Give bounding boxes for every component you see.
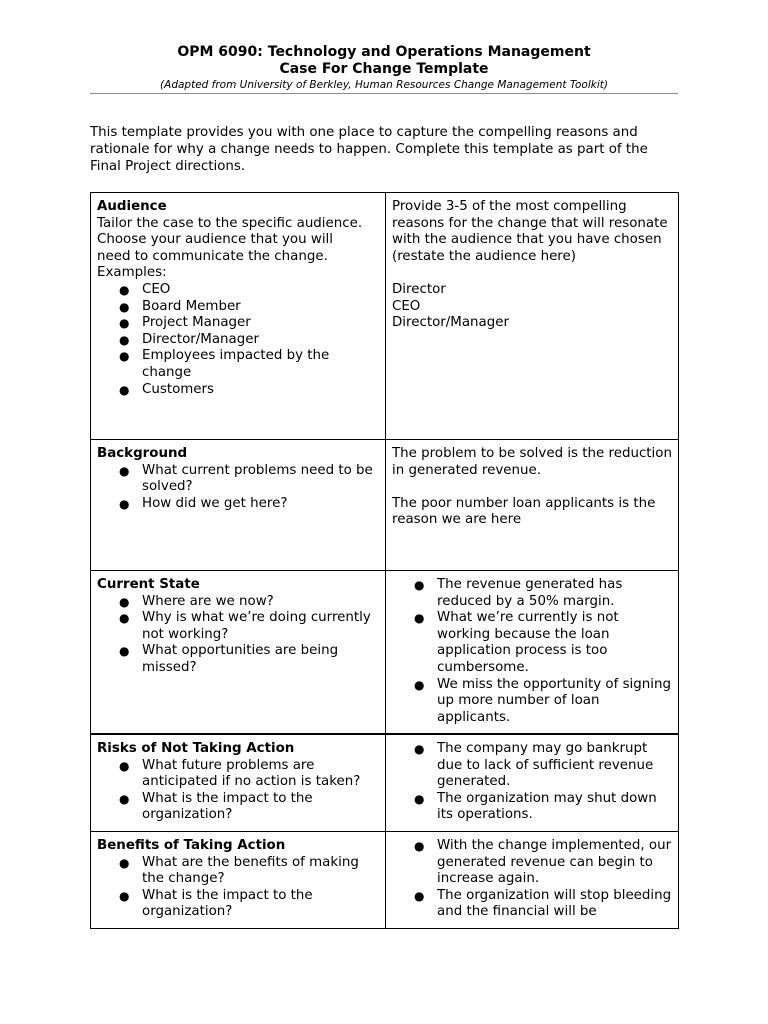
table-row-current-state xyxy=(91,571,679,735)
table-row-background xyxy=(91,440,679,571)
case-for-change-table xyxy=(90,192,679,929)
risks-prompt-cell xyxy=(91,734,386,832)
table-row-benefits xyxy=(91,832,679,929)
current-state-response-cell xyxy=(386,571,679,735)
audience-response-instruction: Provide 3-5 of the most compelling reasons for the change that will resonate with the audience that you have chosen (restate the audience here) xyxy=(392,199,668,264)
bullet-icon: ● xyxy=(414,677,425,692)
list-item-text: What current problems need to be solved? xyxy=(142,462,373,495)
header-divider xyxy=(90,93,678,94)
risks-response-cell xyxy=(386,734,679,832)
list-item-text: The organization will stop bleeding and the financial will be xyxy=(437,887,672,920)
list-item xyxy=(97,382,379,399)
list-item xyxy=(392,610,672,676)
list-item-text: The organization may shut down its operations. xyxy=(437,790,657,823)
bullet-icon: ● xyxy=(119,496,130,511)
background-response-cell xyxy=(386,440,679,571)
row-heading: Background xyxy=(97,446,188,461)
list-item-text: What is the impact to the organization? xyxy=(142,887,313,920)
audience-instruction-line: need to communicate the change. xyxy=(97,248,328,264)
bullet-icon: ● xyxy=(414,839,425,853)
list-item xyxy=(97,299,379,316)
benefits-response-cell xyxy=(386,832,679,929)
list-item-text: Why is what we’re doing currently not working? xyxy=(142,610,371,642)
benefits-answers-list xyxy=(392,838,672,921)
list-item-text: We miss the opportunity of signing up more number of loan applicants. xyxy=(437,676,671,725)
list-item-text: What are the benefits of making the change? xyxy=(142,854,359,887)
list-item xyxy=(97,315,379,332)
bullet-icon: ● xyxy=(414,578,425,592)
list-item xyxy=(392,791,672,824)
list-item xyxy=(97,791,379,824)
audience-instruction-line: Examples: xyxy=(97,265,167,281)
list-item xyxy=(97,332,379,349)
list-item xyxy=(97,594,379,611)
list-item xyxy=(97,282,379,299)
row-heading: Benefits of Taking Action xyxy=(97,838,286,853)
background-prompt-cell xyxy=(91,440,386,571)
intro-paragraph: This template provides you with one place to capture the compelling reasons and rationale for why a change needs to happen. Complete this template as part of the Final Project directions. xyxy=(90,125,648,174)
list-item xyxy=(97,610,379,643)
list-item-text: The company may go bankrupt due to lack of sufficient revenue generated. xyxy=(437,741,654,790)
bullet-icon: ● xyxy=(119,382,130,397)
benefits-prompt-cell xyxy=(91,832,386,929)
row-heading: Risks of Not Taking Action xyxy=(97,741,295,756)
audience-instruction-line: Choose your audience that you will xyxy=(97,232,333,248)
template-title: Case For Change Template xyxy=(279,61,489,77)
list-item-text: Customers xyxy=(142,381,215,397)
source-note: (Adapted from University of Berkley, Human Resources Change Management Toolkit) xyxy=(160,79,608,91)
list-item xyxy=(97,855,379,888)
audience-response-cell xyxy=(386,193,679,440)
list-item xyxy=(97,463,379,496)
list-item xyxy=(97,643,379,676)
bullet-icon: ● xyxy=(119,349,130,364)
list-item-text: With the change implemented, our generated revenue can begin to increase again. xyxy=(437,838,672,887)
bullet-icon: ● xyxy=(119,888,130,903)
document-header xyxy=(90,44,678,92)
audience-instruction-line: Tailor the case to the specific audience. xyxy=(97,215,363,231)
bullet-icon: ● xyxy=(119,855,130,870)
bullet-icon: ● xyxy=(414,791,425,806)
table-row-audience xyxy=(91,193,679,440)
course-title: OPM 6090: Technology and Operations Management xyxy=(177,44,591,60)
list-item-text: CEO xyxy=(142,281,171,297)
bullet-icon: ● xyxy=(119,611,130,626)
list-item xyxy=(97,348,379,381)
bullet-icon: ● xyxy=(119,316,130,331)
list-item xyxy=(97,496,379,513)
list-item-text: What we’re currently is not working because the loan application process is too cumbersome. xyxy=(437,610,619,675)
response-paragraph: The problem to be solved is the reduction in generated revenue. xyxy=(392,446,672,478)
current-state-answers-list xyxy=(392,577,672,726)
list-item-text: How did we get here? xyxy=(142,495,288,511)
list-item-text: Where are we now? xyxy=(142,593,274,609)
audience-prompt-cell xyxy=(91,193,386,440)
chosen-audience: Director xyxy=(392,281,446,297)
list-item-text: The revenue generated has reduced by a 50% margin. xyxy=(437,577,623,609)
list-item xyxy=(392,888,672,921)
bullet-icon: ● xyxy=(119,594,130,609)
list-item-text: What opportunities are being missed? xyxy=(142,643,339,675)
spacer xyxy=(392,265,672,282)
bullet-icon: ● xyxy=(414,611,425,626)
list-item xyxy=(392,577,672,610)
current-state-prompt-cell xyxy=(91,571,386,735)
list-item-text: Employees impacted by the change xyxy=(142,348,330,380)
risks-questions-list xyxy=(97,758,379,824)
spacer xyxy=(392,479,672,496)
bullet-icon: ● xyxy=(119,758,130,773)
bullet-icon: ● xyxy=(414,888,425,903)
table-row-risks xyxy=(91,734,679,832)
list-item-text: What future problems are anticipated if no action is taken? xyxy=(142,757,361,790)
benefits-questions-list xyxy=(97,855,379,921)
list-item xyxy=(392,741,672,791)
chosen-audience: Director/Manager xyxy=(392,315,509,331)
bullet-icon: ● xyxy=(119,282,130,297)
bullet-icon: ● xyxy=(119,791,130,806)
list-item xyxy=(97,888,379,921)
list-item xyxy=(392,677,672,727)
audience-examples-list xyxy=(97,282,379,398)
list-item-text: Project Manager xyxy=(142,315,251,331)
bullet-icon: ● xyxy=(119,644,130,659)
chosen-audience: CEO xyxy=(392,298,421,314)
bullet-icon: ● xyxy=(119,332,130,347)
list-item-text: What is the impact to the organization? xyxy=(142,790,313,823)
bullet-icon: ● xyxy=(119,299,130,314)
list-item xyxy=(392,838,672,888)
list-item-text: Director/Manager xyxy=(142,331,259,347)
response-paragraph: The poor number loan applicants is the reason we are here xyxy=(392,495,656,528)
current-state-questions-list xyxy=(97,594,379,677)
list-item xyxy=(97,758,379,791)
row-heading: Audience xyxy=(97,199,167,214)
row-heading: Current State xyxy=(97,577,200,592)
bullet-icon: ● xyxy=(119,463,130,478)
risks-answers-list xyxy=(392,741,672,824)
bullet-icon: ● xyxy=(414,742,425,756)
background-questions-list xyxy=(97,463,379,513)
list-item-text: Board Member xyxy=(142,298,241,314)
